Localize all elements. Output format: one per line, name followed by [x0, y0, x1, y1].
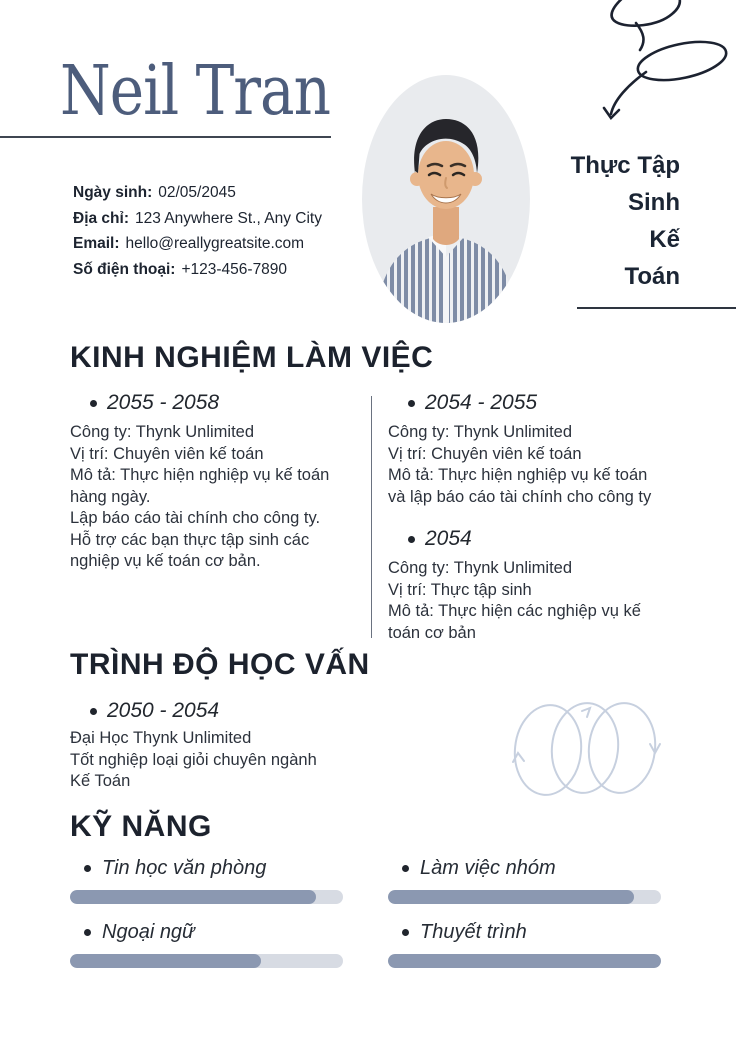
entry-line: nghiệp vụ kế toán cơ bản.: [70, 552, 261, 570]
skill-label-row: [388, 918, 661, 946]
period-text: 2050 - 2054: [107, 699, 220, 722]
info-row: [73, 231, 322, 257]
skill-bar-track: [70, 890, 343, 904]
info-value: 02/05/2045: [158, 184, 236, 201]
bullet-icon: [90, 708, 97, 715]
period-row: [388, 390, 688, 416]
section-experience-heading: KINH NGHIỆM LÀM VIỆC: [70, 341, 434, 374]
job-title-underline: [577, 307, 736, 309]
entry-line: và lập báo cáo tài chính cho công ty: [388, 487, 652, 506]
experience-entry: [388, 526, 688, 644]
skill-item: [70, 918, 343, 968]
period-row: [70, 390, 371, 416]
education-entry: [70, 698, 400, 793]
skill-item: [388, 854, 661, 904]
job-title-line: Thực Tập: [570, 152, 680, 179]
entry-line: Vị trí: Thực tập sinh: [388, 580, 532, 599]
info-row: [73, 206, 322, 232]
period-row: [70, 698, 400, 724]
entry-line: hàng ngày.: [70, 487, 151, 506]
info-label: Số điện thoại:: [73, 260, 176, 278]
skill-label-row: [388, 854, 661, 882]
personal-info: [73, 180, 322, 282]
entry-line: Công ty: Thynk Unlimited: [388, 559, 573, 577]
info-label: Ngày sinh:: [73, 184, 153, 201]
info-value: +123-456-7890: [181, 260, 288, 278]
info-row: [73, 257, 322, 283]
skill-item: [388, 918, 661, 968]
name-underline: [0, 136, 331, 138]
entry-line: Hỗ trợ các bạn thực tập sinh các: [70, 530, 310, 549]
experience-column-right: [388, 390, 688, 644]
period-text: 2054: [425, 527, 472, 550]
entry-line: Mô tả: Thực hiện nghiệp vụ kế toán: [388, 466, 648, 484]
skills-grid: [70, 854, 662, 968]
entry-line: Kế Toán: [70, 772, 131, 790]
skill-bar-track: [388, 954, 661, 968]
spiral-rings-icon: [512, 698, 664, 800]
bullet-icon: [402, 865, 409, 872]
info-row: [73, 180, 322, 206]
job-title: [440, 147, 680, 295]
skill-label-row: [70, 854, 343, 882]
entry-line: Tốt nghiệp loại giỏi chuyên ngành: [70, 750, 317, 769]
skill-bar-fill: [70, 954, 261, 968]
experience-columns: [70, 390, 688, 644]
skill-label: Ngoại ngữ: [102, 920, 195, 943]
skill-bar-fill: [70, 890, 316, 904]
info-value: 123 Anywhere St., Any City: [134, 209, 322, 227]
entry-line: Lập báo cáo tài chính cho công ty.: [70, 509, 321, 527]
page-title: Neil Tran: [60, 50, 330, 131]
experience-column-left: [70, 390, 371, 644]
job-title-line: Toán: [624, 263, 680, 290]
bullet-icon: [90, 400, 97, 407]
section-education-heading: TRÌNH ĐỘ HỌC VẤN: [70, 648, 370, 681]
job-title-line: Kế: [649, 226, 680, 253]
entry-line: toán cơ bản: [388, 623, 476, 642]
entry-line: Đại Học Thynk Unlimited: [70, 729, 252, 747]
skill-label-row: [70, 918, 343, 946]
info-value: hello@reallygreatsite.com: [125, 235, 305, 252]
skill-label: Tin học văn phòng: [102, 856, 267, 879]
skill-bar-track: [388, 890, 661, 904]
entry-line: Công ty: Thynk Unlimited: [70, 423, 255, 441]
entry-line: Mô tả: Thực hiện các nghiệp vụ kế: [388, 602, 641, 620]
entry-line: Công ty: Thynk Unlimited: [388, 423, 573, 441]
bullet-icon: [408, 536, 415, 543]
entry-line: Vị trí: Chuyên viên kế toán: [70, 444, 264, 463]
bullet-icon: [84, 929, 91, 936]
bullet-icon: [402, 929, 409, 936]
period-row: [388, 526, 688, 552]
skill-bar-fill: [388, 890, 634, 904]
experience-entry: [388, 390, 688, 508]
entry-line: Vị trí: Chuyên viên kế toán: [388, 444, 582, 463]
bullet-icon: [408, 400, 415, 407]
bullet-icon: [84, 865, 91, 872]
skill-bar-fill: [388, 954, 661, 968]
skill-label: Làm việc nhóm: [420, 856, 556, 879]
period-text: 2055 - 2058: [107, 391, 220, 414]
section-skills-heading: KỸ NĂNG: [70, 810, 212, 843]
entry-line: Mô tả: Thực hiện nghiệp vụ kế toán: [70, 466, 330, 484]
skill-item: [70, 854, 343, 904]
period-text: 2054 - 2055: [425, 391, 538, 414]
info-label: Địa chỉ:: [73, 209, 129, 227]
experience-entry: [70, 390, 371, 573]
squiggle-arrow-icon: [556, 0, 736, 135]
info-label: Email:: [73, 235, 120, 252]
job-title-line: Sinh: [628, 189, 680, 216]
skill-label: Thuyết trình: [420, 920, 527, 943]
skill-bar-track: [70, 954, 343, 968]
